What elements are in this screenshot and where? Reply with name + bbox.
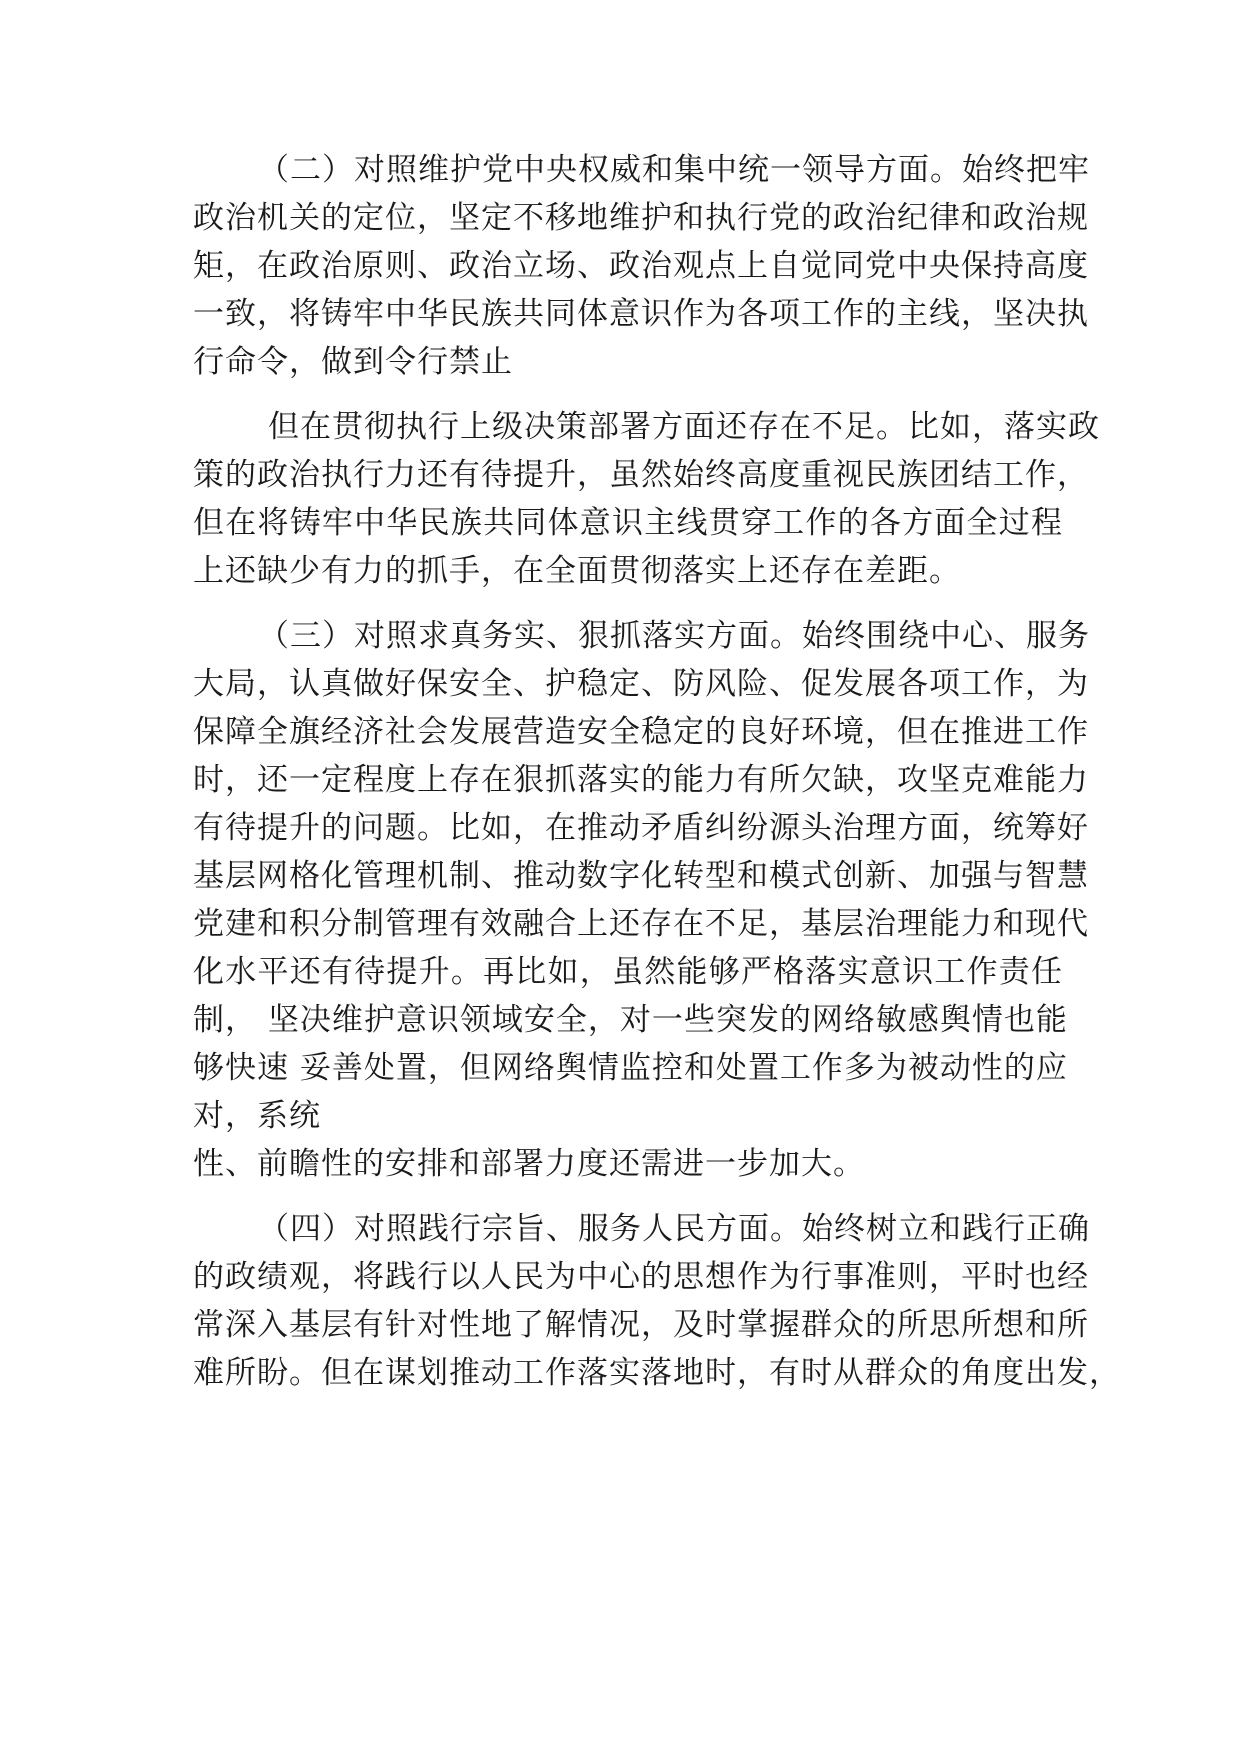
text-line: 的政绩观，将践行以人民为中心的思想作为行事准则，平时也经 <box>193 1259 1089 1295</box>
text-line: （三）对照求真务实、狠抓落实方面。始终围绕中心、服务 <box>258 618 1090 654</box>
text-line: 但在贯彻执行上级决策部署方面还存在不足。比如，落实政 <box>268 409 1100 445</box>
text-line: 时，还一定程度上存在狠抓落实的能力有所欠缺，攻坚克难能力 <box>193 762 1089 798</box>
text-line: 行命令，做到令行禁止 <box>193 344 513 380</box>
text-line: 矩，在政治原则、政治立场、政治观点上自觉同党中央保持高度 <box>193 248 1089 284</box>
text-line: 保障全旗经济社会发展营造安全稳定的良好环境，但在推进工作 <box>193 714 1089 750</box>
text-line: 化水平还有待提升。再比如，虽然能够严格落实意识工作责任 <box>193 954 1063 990</box>
text-line: 上还缺少有力的抓手，在全面贯彻落实上还存在差距。 <box>193 553 961 589</box>
text-line: 大局，认真做好保安全、护稳定、防风险、促发展各项工作，为 <box>193 666 1089 702</box>
text-line: 常深入基层有针对性地了解情况，及时掌握群众的所思所想和所 <box>193 1307 1089 1343</box>
text-line: 基层网格化管理机制、推动数字化转型和模式创新、加强与智慧 <box>193 858 1089 894</box>
text-line: 对，系统 <box>193 1098 321 1134</box>
text-line: 制， 坚决维护意识领域安全，对一些突发的网络敏感舆情也能 <box>193 1002 1068 1038</box>
text-line: 策的政治执行力还有待提升，虽然始终高度重视民族团结工作， <box>193 457 1089 493</box>
text-line: （二）对照维护党中央权威和集中统一领导方面。始终把牢 <box>258 152 1090 188</box>
text-line: 政治机关的定位，坚定不移地维护和执行党的政治纪律和政治规 <box>193 200 1089 236</box>
text-line: 党建和积分制管理有效融合上还存在不足，基层治理能力和现代 <box>193 906 1089 942</box>
text-line: 但在将铸牢中华民族共同体意识主线贯穿工作的各方面全过程 <box>193 505 1063 541</box>
text-line: 难所盼。但在谋划推动工作落实落地时，有时从群众的角度出发， <box>193 1355 1121 1391</box>
text-line: 有待提升的问题。比如，在推动矛盾纠纷源头治理方面，统筹好 <box>193 810 1089 846</box>
text-line: 一致，将铸牢中华民族共同体意识作为各项工作的主线，坚决执 <box>193 296 1089 332</box>
text-line: 够快速 妥善处置，但网络舆情监控和处置工作多为被动性的应 <box>193 1050 1068 1086</box>
text-line: 性、前瞻性的安排和部署力度还需进一步加大。 <box>193 1146 865 1182</box>
text-line: （四）对照践行宗旨、服务人民方面。始终树立和践行正确 <box>258 1211 1090 1247</box>
